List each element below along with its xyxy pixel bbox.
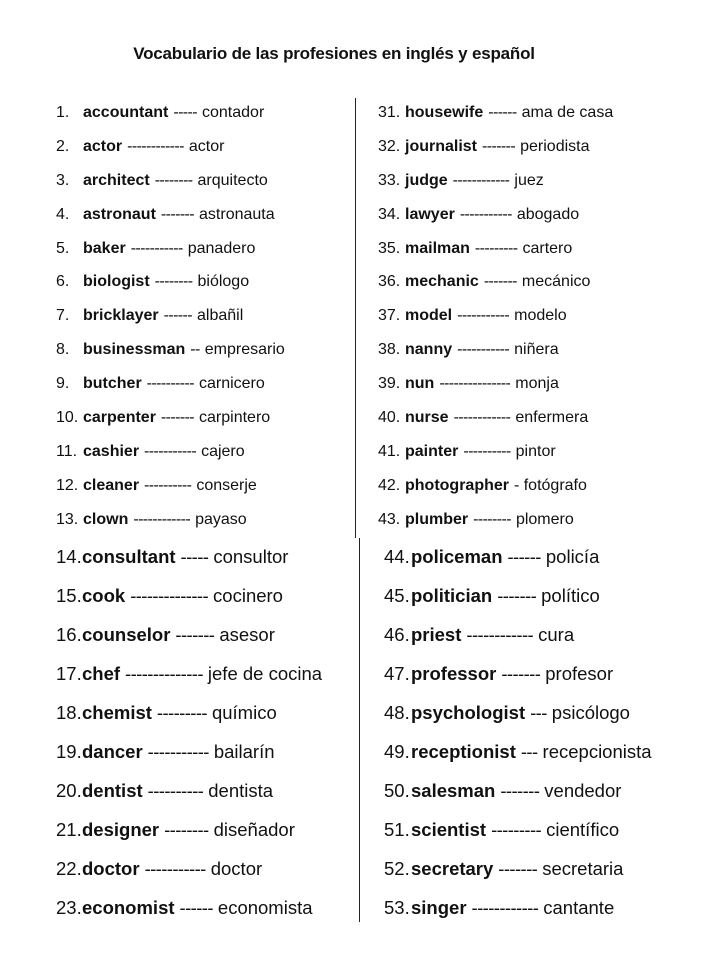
vocab-entry — [56, 576, 322, 615]
separator-dashes: --------- — [474, 239, 518, 257]
separator-dashes: ----------- — [459, 205, 512, 223]
vocab-entry — [378, 367, 613, 401]
spanish-translation: profesor — [545, 662, 614, 684]
entry-number: 4. — [56, 205, 70, 223]
english-term: nun — [405, 375, 435, 393]
vocab-entry — [384, 888, 652, 927]
separator-dashes: ------------ — [133, 510, 191, 528]
separator-dashes: ------- — [482, 137, 516, 155]
separator-dashes: ------- — [483, 273, 517, 291]
entry-number: 10. — [56, 408, 79, 426]
vocab-entry — [378, 503, 613, 537]
english-term: actor — [83, 137, 123, 155]
vocab-column-right-top — [378, 96, 613, 537]
entry-number: 37. — [378, 307, 401, 325]
vocab-entry — [378, 164, 613, 198]
separator-dashes: ------------ — [466, 623, 534, 645]
spanish-translation: científico — [546, 818, 620, 840]
separator-dashes: ------- — [500, 779, 540, 801]
english-term: cashier — [83, 442, 140, 460]
entry-number: 50. — [384, 779, 410, 801]
entry-number: 19. — [56, 740, 82, 762]
spanish-translation: cajero — [201, 442, 245, 460]
spanish-translation: vendedor — [544, 779, 622, 801]
spanish-translation: plomero — [515, 510, 574, 528]
english-term: counselor — [82, 623, 171, 645]
separator-dashes: ----------- — [457, 341, 510, 359]
english-term: lawyer — [405, 205, 455, 223]
entry-number: 21. — [56, 818, 82, 840]
separator-dashes: -------- — [154, 273, 193, 291]
separator-dashes: ----------- — [147, 740, 209, 762]
spanish-translation: carnicero — [198, 375, 265, 393]
entry-number: 34. — [378, 205, 401, 223]
english-term: biologist — [83, 273, 150, 291]
vocab-entry — [56, 693, 322, 732]
spanish-translation: diseñador — [213, 818, 295, 840]
english-term: professor — [411, 662, 497, 684]
english-term: policeman — [411, 545, 503, 567]
separator-dashes: --------- — [156, 701, 207, 723]
entry-number: 44. — [384, 545, 410, 567]
vocab-entry — [378, 401, 613, 435]
vocab-entry — [384, 810, 652, 849]
spanish-translation: dentista — [208, 779, 274, 801]
separator-dashes: -- — [190, 341, 200, 359]
separator-dashes: -------- — [473, 510, 511, 528]
entry-number: 12. — [56, 476, 79, 494]
spanish-translation: contador — [202, 103, 265, 121]
vocab-entry — [378, 198, 613, 232]
entry-number: 5. — [56, 239, 70, 257]
vocab-entry — [378, 333, 613, 367]
english-term: economist — [82, 896, 175, 918]
spanish-translation: arquitecto — [197, 171, 268, 189]
entry-number: 2. — [56, 137, 70, 155]
separator-dashes: ----- — [180, 545, 209, 567]
separator-dashes: ------------ — [127, 137, 184, 155]
spanish-translation: abogado — [516, 205, 580, 223]
vocab-entry — [384, 654, 652, 693]
entry-number: 18. — [56, 701, 82, 723]
vocab-entry — [384, 732, 652, 771]
english-term: journalist — [405, 137, 478, 155]
english-term: astronaut — [83, 205, 156, 223]
spanish-translation: policía — [545, 545, 600, 567]
separator-dashes: -------------- — [125, 662, 203, 684]
english-term: model — [405, 307, 453, 325]
separator-dashes: ------- — [175, 623, 215, 645]
entry-number: 47. — [384, 662, 410, 684]
entry-number: 7. — [56, 307, 70, 325]
vocab-entry — [378, 265, 613, 299]
vocab-entry — [56, 130, 285, 164]
vocab-entry — [56, 299, 285, 333]
vocab-column-left-bottom — [56, 537, 322, 927]
vocab-entry — [56, 198, 285, 232]
spanish-translation: panadero — [187, 239, 256, 257]
separator-dashes: ------- — [160, 408, 195, 426]
vocab-entry — [56, 732, 322, 771]
vocab-entry — [56, 888, 322, 927]
entry-number: 39. — [378, 375, 401, 393]
column-divider-bottom — [359, 538, 360, 922]
english-term: dancer — [82, 740, 143, 762]
separator-dashes: ---------- — [144, 476, 192, 494]
vocab-entry — [56, 367, 285, 401]
separator-dashes: ------ — [179, 896, 213, 918]
english-term: designer — [82, 818, 160, 840]
spanish-translation: recepcionista — [542, 740, 652, 762]
separator-dashes: ----- — [173, 103, 197, 121]
spanish-translation: cocinero — [213, 584, 283, 606]
spanish-translation: astronauta — [199, 205, 275, 223]
spanish-translation: doctor — [210, 857, 263, 879]
english-term: singer — [411, 896, 467, 918]
separator-dashes: ----------- — [130, 239, 183, 257]
entry-number: 17. — [56, 662, 82, 684]
english-term: carpenter — [83, 408, 156, 426]
spanish-translation: mecánico — [521, 273, 591, 291]
english-term: clown — [83, 510, 129, 528]
english-term: mechanic — [405, 273, 479, 291]
english-term: architect — [83, 171, 150, 189]
vocab-entry — [384, 537, 652, 576]
english-term: painter — [405, 442, 459, 460]
entry-number: 48. — [384, 701, 410, 723]
entry-number: 23. — [56, 896, 82, 918]
vocab-entry — [56, 96, 285, 130]
english-term: secretary — [411, 857, 494, 879]
english-term: photographer — [405, 476, 509, 494]
english-term: judge — [405, 171, 448, 189]
english-term: receptionist — [411, 740, 516, 762]
separator-dashes: ---------- — [463, 442, 511, 460]
spanish-translation: monja — [515, 375, 559, 393]
english-term: scientist — [411, 818, 487, 840]
separator-dashes: ------- — [501, 662, 541, 684]
separator-dashes: --- — [530, 701, 547, 723]
english-term: priest — [411, 623, 462, 645]
separator-dashes: ------ — [163, 307, 192, 325]
entry-number: 20. — [56, 779, 82, 801]
vocab-entry — [56, 333, 285, 367]
spanish-translation: payaso — [195, 510, 247, 528]
english-term: chemist — [82, 701, 152, 723]
entry-number: 33. — [378, 171, 401, 189]
english-term: chef — [82, 662, 121, 684]
vocab-entry — [384, 771, 652, 810]
entry-number: 40. — [378, 408, 401, 426]
separator-dashes: ------- — [160, 205, 195, 223]
spanish-translation: cura — [538, 623, 575, 645]
entry-number: 1. — [56, 103, 70, 121]
vocab-entry — [56, 232, 285, 266]
spanish-translation: enfermera — [515, 408, 589, 426]
vocab-entry — [378, 130, 613, 164]
spanish-translation: periodista — [520, 137, 590, 155]
spanish-translation: carpintero — [199, 408, 271, 426]
english-term: dentist — [82, 779, 143, 801]
entry-number: 46. — [384, 623, 410, 645]
spanish-translation: asesor — [219, 623, 275, 645]
separator-dashes: ------- — [497, 584, 537, 606]
separator-dashes: - — [514, 476, 519, 494]
spanish-translation: fotógrafo — [523, 476, 587, 494]
entry-number: 3. — [56, 171, 70, 189]
entry-number: 14. — [56, 545, 82, 567]
entry-number: 45. — [384, 584, 410, 606]
spanish-translation: químico — [211, 701, 277, 723]
vocab-entry — [56, 265, 285, 299]
vocab-entry — [384, 576, 652, 615]
entry-number: 42. — [378, 476, 401, 494]
spanish-translation: actor — [188, 137, 225, 155]
vocab-entry — [56, 849, 322, 888]
spanish-translation: niñera — [514, 341, 559, 359]
separator-dashes: -------- — [154, 171, 193, 189]
entry-number: 22. — [56, 857, 82, 879]
entry-number: 53. — [384, 896, 410, 918]
entry-number: 36. — [378, 273, 401, 291]
spanish-translation: empresario — [204, 341, 285, 359]
vocab-entry — [378, 435, 613, 469]
spanish-translation: modelo — [514, 307, 567, 325]
english-term: businessman — [83, 341, 186, 359]
spanish-translation: jefe de cocina — [207, 662, 323, 684]
separator-dashes: ------- — [498, 857, 538, 879]
spanish-translation: bailarín — [213, 740, 275, 762]
vocab-entry — [56, 537, 322, 576]
spanish-translation: político — [541, 584, 600, 606]
english-term: plumber — [405, 510, 469, 528]
spanish-translation: cantante — [543, 896, 615, 918]
english-term: accountant — [83, 103, 169, 121]
vocab-entry — [56, 164, 285, 198]
entry-number: 13. — [56, 510, 79, 528]
entry-number: 43. — [378, 510, 401, 528]
spanish-translation: consultor — [213, 545, 289, 567]
entry-number: 52. — [384, 857, 410, 879]
english-term: psychologist — [411, 701, 526, 723]
column-divider-top — [355, 98, 356, 538]
entry-number: 51. — [384, 818, 410, 840]
vocab-entry — [384, 615, 652, 654]
spanish-translation: conserje — [196, 476, 257, 494]
entry-number: 15. — [56, 584, 82, 606]
english-term: bricklayer — [83, 307, 159, 325]
vocab-entry — [56, 654, 322, 693]
spanish-translation: economista — [217, 896, 313, 918]
english-term: nurse — [405, 408, 449, 426]
vocab-column-left-top — [56, 96, 285, 537]
spanish-translation: ama de casa — [521, 103, 614, 121]
entry-number: 31. — [378, 103, 401, 121]
separator-dashes: -------------- — [130, 584, 209, 606]
english-term: cleaner — [83, 476, 140, 494]
spanish-translation: psicólogo — [551, 701, 630, 723]
english-term: politician — [411, 584, 493, 606]
vocab-column-right-bottom — [384, 537, 652, 927]
entry-number: 16. — [56, 623, 82, 645]
spanish-translation: biólogo — [197, 273, 250, 291]
entry-number: 38. — [378, 341, 401, 359]
entry-number: 9. — [56, 375, 70, 393]
vocab-entry — [384, 849, 652, 888]
separator-dashes: ------ — [507, 545, 541, 567]
english-term: salesman — [411, 779, 496, 801]
vocab-entry — [378, 96, 613, 130]
spanish-translation: pintor — [515, 442, 556, 460]
vocab-entry — [378, 232, 613, 266]
vocab-entry — [378, 469, 613, 503]
separator-dashes: ------ — [488, 103, 517, 121]
separator-dashes: --- — [520, 740, 538, 762]
entry-number: 8. — [56, 341, 70, 359]
english-term: nanny — [405, 341, 453, 359]
separator-dashes: ------------ — [452, 171, 510, 189]
english-term: butcher — [83, 375, 142, 393]
vocab-entry — [56, 435, 285, 469]
english-term: consultant — [82, 545, 176, 567]
separator-dashes: -------- — [164, 818, 209, 840]
vocab-entry — [378, 299, 613, 333]
vocab-entry — [56, 469, 285, 503]
separator-dashes: ----------- — [457, 307, 510, 325]
english-term: housewife — [405, 103, 484, 121]
entry-number: 41. — [378, 442, 401, 460]
separator-dashes: --------- — [491, 818, 542, 840]
entry-number: 35. — [378, 239, 401, 257]
separator-dashes: ---------- — [146, 375, 194, 393]
english-term: baker — [83, 239, 126, 257]
english-term: cook — [82, 584, 126, 606]
entry-number: 11. — [56, 442, 78, 460]
separator-dashes: ------------ — [471, 896, 539, 918]
spanish-translation: albañil — [196, 307, 244, 325]
spanish-translation: secretaria — [542, 857, 624, 879]
entry-number: 49. — [384, 740, 410, 762]
vocab-entry — [56, 810, 322, 849]
english-term: doctor — [82, 857, 140, 879]
separator-dashes: ----------- — [144, 857, 206, 879]
vocab-entry — [56, 503, 285, 537]
spanish-translation: cartero — [522, 239, 573, 257]
entry-number: 32. — [378, 137, 401, 155]
entry-number: 6. — [56, 273, 70, 291]
separator-dashes: ----------- — [144, 442, 197, 460]
separator-dashes: --------------- — [439, 375, 511, 393]
page-title: Vocabulario de las profesiones en inglés y español — [133, 44, 535, 63]
vocab-entry — [56, 771, 322, 810]
vocab-entry — [56, 401, 285, 435]
english-term: mailman — [405, 239, 470, 257]
separator-dashes: ---------- — [147, 779, 204, 801]
vocab-entry — [384, 693, 652, 732]
spanish-translation: juez — [514, 171, 544, 189]
separator-dashes: ------------ — [453, 408, 511, 426]
vocab-entry — [56, 615, 322, 654]
